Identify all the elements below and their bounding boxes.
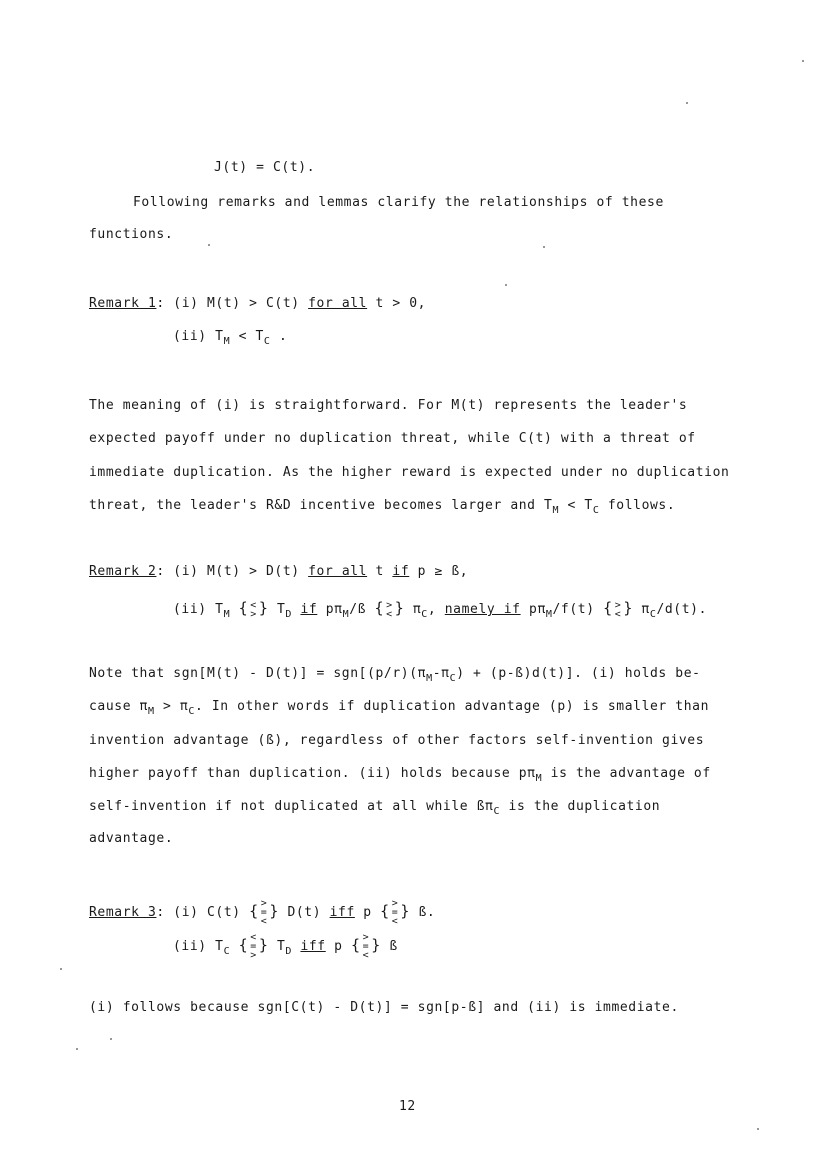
para-2-line-3: invention advantage (ß), regardless of other factors self-invention gives	[89, 733, 705, 748]
subscript: C	[449, 673, 457, 684]
text: is the advantage of	[542, 766, 711, 781]
inequality-stack	[261, 899, 268, 926]
subscript: C	[421, 609, 428, 620]
remark-1-i-text: (i) M(t) > C(t)	[173, 296, 309, 311]
remark-2-i-condition: for all	[308, 564, 368, 579]
symbol: >	[386, 599, 393, 611]
text: follows.	[599, 498, 676, 513]
symbol: <	[250, 599, 257, 611]
text: (i) M(t) > D(t)	[173, 564, 309, 579]
text: π	[404, 602, 422, 617]
para-1-line-1: The meaning of (i) is straightforward. For M(t) represents the leader's	[89, 398, 688, 413]
text: (ii) T	[173, 939, 224, 954]
symbol: <	[250, 932, 257, 943]
right-brace: }	[394, 599, 405, 617]
text: < T	[559, 498, 593, 513]
symbol: <	[362, 950, 370, 961]
text: (i) C(t)	[173, 905, 250, 920]
remark-3-label: Remark 3	[89, 905, 157, 920]
iff-keyword: iff	[329, 905, 355, 920]
subscript: M	[223, 336, 231, 347]
text: t	[367, 564, 393, 579]
subscript: D	[285, 609, 293, 620]
right-brace: }	[623, 599, 633, 617]
left-brace: {	[603, 599, 613, 617]
remark-1-label: Remark 1	[89, 296, 157, 311]
scan-speck	[208, 244, 210, 246]
subscript: M	[552, 505, 560, 516]
if-keyword: if	[392, 564, 410, 579]
symbol: >	[362, 932, 370, 943]
text: -π	[432, 666, 450, 681]
remark-1-line-ii	[173, 329, 288, 347]
para-2-line-2	[89, 699, 709, 717]
left-brace: {	[238, 599, 249, 617]
text: (ii) T	[173, 602, 224, 617]
inequality-stack	[363, 933, 370, 960]
scan-speck	[60, 968, 62, 970]
right-brace: }	[269, 902, 280, 920]
text: > π	[154, 699, 189, 714]
subscript: D	[285, 946, 293, 957]
namely-if-keyword: namely if	[444, 602, 521, 617]
equation-j-equals-c: J(t) = C(t).	[214, 160, 316, 175]
symbol: >	[614, 599, 622, 611]
subscript: M	[535, 773, 543, 784]
inequality-stack	[392, 899, 399, 926]
symbol: =	[250, 941, 257, 952]
left-brace: {	[374, 599, 385, 617]
symbol: <	[386, 608, 393, 620]
remark-1-i-suffix: t > 0,	[367, 296, 427, 311]
para-1-line-2: expected payoff under no duplication threat, while C(t) with a threat of	[89, 431, 696, 446]
text: /ß	[349, 602, 375, 617]
scan-speck	[505, 284, 507, 286]
text: Note that sgn[M(t) - D(t)] = sgn[(p/r)(π	[89, 666, 427, 681]
right-brace: }	[258, 936, 269, 954]
scan-speck	[802, 60, 804, 62]
scan-speck	[543, 246, 545, 248]
symbol: <	[614, 608, 622, 620]
scan-speck	[76, 1048, 78, 1050]
text: pπ	[317, 602, 343, 617]
para-1-line-4	[89, 498, 676, 516]
text: T	[268, 939, 286, 954]
inequality-stack	[250, 933, 257, 960]
inequality-stack	[386, 601, 393, 619]
remark-2-line-ii: (ii) $T_M$ { < > } $T_D$ if $p\pi_M/ß$ { > < } $\pi_C$, namely if $p\pi_M/f(t)$ { > < } $\pi_C/d(t)$.	[173, 599, 708, 620]
symbol: <	[260, 916, 268, 927]
inequality-stack	[250, 601, 257, 619]
subscript: M	[148, 706, 155, 717]
remark-1-ii-mid: < T	[230, 329, 264, 344]
scan-speck	[757, 1128, 759, 1130]
inequality-stack	[615, 601, 622, 619]
symbol: =	[362, 941, 370, 952]
text: cause π	[89, 699, 148, 714]
subscript: C	[649, 609, 657, 620]
text: pπ	[520, 602, 546, 617]
right-brace: }	[258, 599, 269, 617]
remark-1-ii-text: (ii) T	[173, 329, 224, 344]
intro-line-1: Following remarks and lemmas clarify the relationships of these	[133, 195, 664, 210]
text: ) + (p-ß)d(t)]. (i) holds be-	[456, 666, 701, 681]
para-2-line-1	[89, 666, 701, 684]
remark-2-label: Remark 2	[89, 564, 157, 579]
subscript: C	[263, 336, 271, 347]
para-2-line-5	[89, 799, 661, 817]
text: ß	[380, 939, 398, 954]
symbol: =	[260, 907, 268, 918]
symbol: >	[250, 950, 257, 961]
remark-1-ii-end: .	[270, 329, 288, 344]
text: D(t)	[279, 905, 330, 920]
page-number: 12	[399, 1099, 416, 1114]
para-3: (i) follows because sgn[C(t) - D(t)] = sgn[p-ß] and (ii) is immediate.	[89, 1000, 679, 1015]
remark-1-i-condition: for all	[308, 296, 368, 311]
subscript: C	[223, 946, 231, 957]
subscript: C	[188, 706, 195, 717]
subscript: C	[592, 505, 600, 516]
symbol: >	[260, 898, 268, 909]
scan-speck	[686, 102, 688, 104]
subscript: M	[342, 609, 350, 620]
remark-3-line-i: Remark 3: (i) C(t) { > = < } D(t) iff p { > = < } ß.	[89, 898, 436, 927]
remark-1-line-i: Remark 1: (i) M(t) > C(t) for all t > 0,	[89, 296, 427, 311]
subscript: C	[493, 806, 501, 817]
subscript: M	[223, 609, 231, 620]
symbol: =	[391, 907, 399, 918]
text: /d(t).	[656, 602, 708, 617]
remark-3-line-ii	[173, 933, 398, 960]
para-1-line-3: immediate duplication. As the higher reward is expected under no duplication	[89, 465, 730, 480]
text: p ≥ ß,	[409, 564, 469, 579]
if-keyword: if	[300, 602, 318, 617]
text: . In other words if duplication advantage (p) is smaller than	[194, 699, 709, 714]
text: higher payoff than duplication. (ii) holds because pπ	[89, 766, 536, 781]
text: π	[632, 602, 650, 617]
right-brace: }	[400, 902, 411, 920]
symbol: >	[391, 898, 399, 909]
text: ß.	[410, 905, 436, 920]
text: self-invention if not duplicated at all while ßπ	[89, 799, 494, 814]
intro-line-2: functions.	[89, 227, 174, 242]
symbol: <	[391, 916, 399, 927]
iff-keyword: iff	[300, 939, 326, 954]
remark-2-line-i: Remark 2: (i) M(t) > D(t) for all t if p ≥ ß,	[89, 564, 469, 579]
left-brace: {	[238, 936, 249, 954]
left-brace: {	[249, 902, 259, 920]
left-brace: {	[351, 936, 361, 954]
para-2-line-6: advantage.	[89, 831, 174, 846]
subscript: M	[545, 609, 553, 620]
left-brace: {	[380, 902, 390, 920]
right-brace: }	[371, 936, 381, 954]
text: threat, the leader's R&D incentive becomes larger and T	[89, 498, 553, 513]
text: /f(t)	[552, 602, 604, 617]
text: p	[354, 905, 381, 920]
symbol: >	[250, 608, 257, 620]
para-2-line-4	[89, 766, 711, 784]
subscript: M	[426, 673, 433, 684]
text: p	[325, 939, 352, 954]
scan-speck	[110, 1038, 112, 1040]
text: is the duplication	[500, 799, 661, 814]
